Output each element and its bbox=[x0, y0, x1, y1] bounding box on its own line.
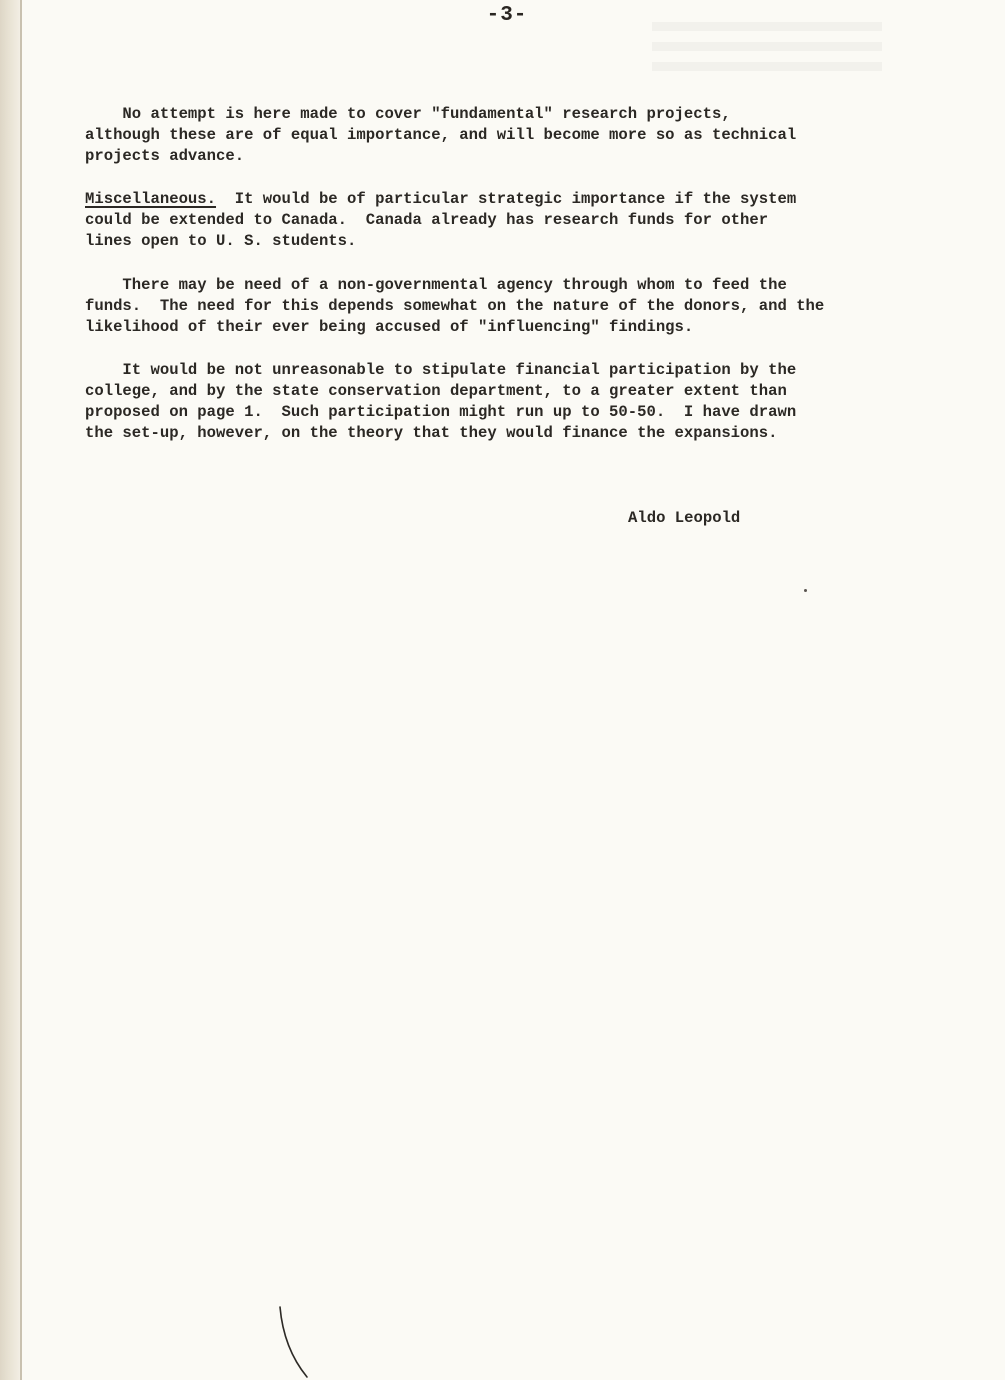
binding-edge bbox=[0, 0, 20, 1380]
bleed-through-text bbox=[652, 22, 882, 82]
paragraph-non-governmental-agency: There may be need of a non-governmental agency through whom to feed the funds. The need for this depends somewhat on the nature of the donors, and the likelihood of their ever being accused of "influencing" findings. bbox=[85, 276, 825, 336]
section-heading-miscellaneous: Miscellaneous. bbox=[85, 190, 217, 208]
document-page bbox=[22, 0, 1005, 1380]
paragraph-financial-participation: It would be not unreasonable to stipulate financial participation by the college, and by the state conservation department, to a greater extent than proposed on page 1. Such participation might run up to 50-50. I have drawn the set-up, however, on the theory that they would finance the expansions. bbox=[85, 361, 797, 442]
paragraph-miscellaneous-body: It would be of particular strategic importance if the system could be extended to Canada. Canada already has research funds for other lines open to U. S. students. bbox=[85, 190, 797, 250]
pen-stroke-mark bbox=[277, 1305, 317, 1380]
ink-speck bbox=[804, 589, 807, 592]
signature: Aldo Leopold bbox=[628, 509, 741, 527]
page-number: -3- bbox=[486, 4, 528, 27]
paragraph-fundamental-research: No attempt is here made to cover "fundamental" research projects, although these are of equal importance, and will become more so as technical projects advance. bbox=[85, 105, 797, 165]
paragraph-miscellaneous bbox=[85, 189, 925, 252]
